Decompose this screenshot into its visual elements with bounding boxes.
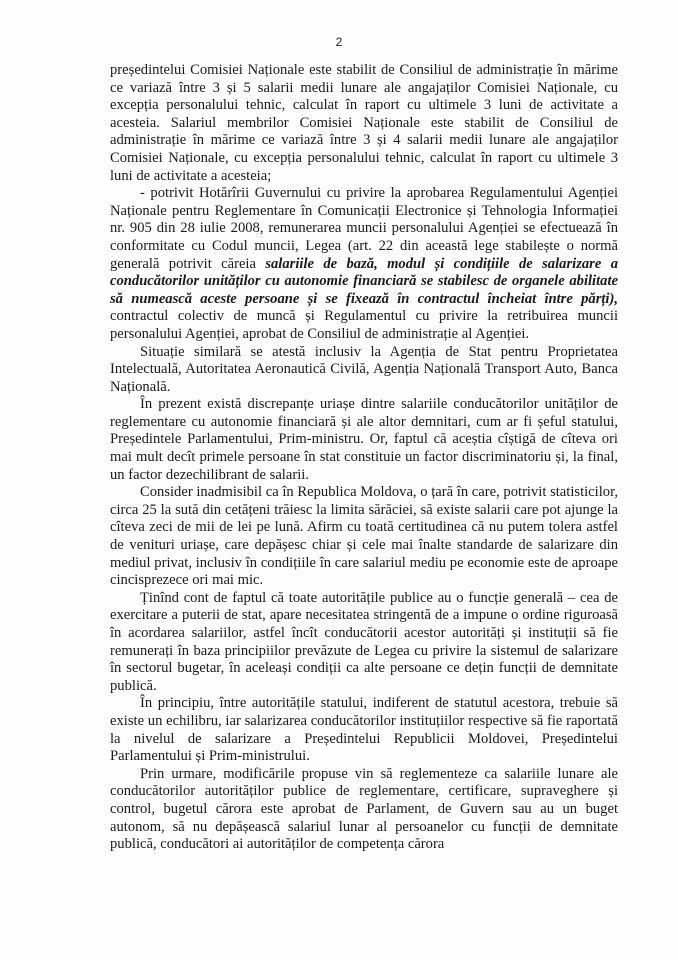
paragraph-2-emphasis: salariile de bază, modul și condițiile de salarizare a conducătorilor unităților cu autonomie financiară se stabilesc de organele abilitate să numească aceste persoane și se fixează în contractul încheiat între părți), [110, 255, 618, 307]
paragraph-2 [110, 185, 618, 343]
paragraph-8: Prin urmare, modificările propuse vin să reglementeze ca salariile lunare ale conducătorilor autorităților publice de reglementare, certificare, supraveghere și control, bugetul cărora este aprobat de Parlament, de Guvern sau au un buget autonom, să nu depășească salariul lunar al persoanelor cu funcții de demnitate publică, conducători ai autorităților de competența cărora [110, 765, 618, 853]
paragraph-4: În prezent există discrepanțe uriașe dintre salariile conducătorilor unităților de reglementare cu autonomie financiară și ale altor demnitari, cum ar fi șeful statului, Președintele Parlamentului, Prim-ministru. Or, faptul că aceștia cîștigă de cîteva ori mai mult decît primele persoane în stat constituie un factor discriminatoriu și, la final, un factor dezechilibrant de salarii. [110, 396, 618, 483]
paragraph-6: Ținînd cont de faptul că toate autoritățile publice au o funcție generală – cea de exercitare a puterii de stat, apare necesitatea stringentă de a impune o ordine riguroasă în acordarea salariilor, astfel încît conducătorii acestor autorități și instituții să fie remunerați în baza principiilor prevăzute de Legea cu privire la sistemul de salarizare în sectorul bugetar, în aceleași condiții ca alte persoane ce dețin funcții de demnitate publică. [110, 589, 618, 694]
paragraph-1: președintelui Comisiei Naționale este stabilit de Consiliul de administrație în mărime ce variază între 3 și 5 salarii medii lunare ale angajaților Comisiei Naționale, cu excepția personalului tehnic, calculat în raport cu ultimele 3 luni de activitate a acesteia. Salariul membrilor Comisiei Naționale este stabilit de Consiliul de administrație în mărime ce variază între 3 și 4 salarii medii lunare ale angajaților Comisiei Naționale, cu excepția personalului tehnic, calculat în raport cu ultimele 3 luni de activitate a acesteia; [110, 62, 618, 184]
page-number: 2 [335, 35, 343, 49]
paragraph-5: Consider inadmisibil ca în Republica Moldova, o țară în care, potrivit statisticilor, circa 25 la sută din cetățeni trăiesc la limita sărăciei, să existe salarii care pot ajunge la cîteva zeci de mii de lei pe lună. Afirm cu toată certitudinea că nu putem tolera astfel de venituri uriașe, care depășesc chiar și cele mai înalte standarde de salarizare din mediul privat, inclusiv în condițiile în care salariul mediu pe economie este de aproape cincisprezece ori mai mic. [110, 484, 618, 589]
document-body [110, 62, 618, 854]
paragraph-3: Situație similară se atestă inclusiv la Agenția de Stat pentru Proprietatea Intelectuală, Autoritatea Aeronautică Civilă, Agenția Națională Transport Auto, Banca Națională. [110, 343, 618, 395]
paragraph-2-text-a: - potrivit Hotărîrii Guvernului cu privire la aprobarea Regulamentului Agenției Naționale pentru Reglementare în Comunicații Electronice și Tehnologia Informației nr. 905 din 28 iulie 2008, remunerarea muncii personalului Agenției se efectuează în conformitate cu Codul muncii, Legea (art. 22 din această lege stabilește o normă generală potrivit căreia [110, 185, 618, 272]
paragraph-7: În principiu, între autoritățile statului, indiferent de statutul acestora, trebuie să existe un echilibru, iar salarizarea conducătorilor instituțiilor respective să fie raportată la nivelul de salarizare a Președintelui Republicii Moldovei, Președintelui Parlamentului și Prim-ministrului. [110, 695, 618, 765]
paragraph-2-text-c: contractul colectiv de muncă și Regulamentul cu privire la retribuirea muncii personalului Agenției, aprobat de Consiliul de administrație al Agenției. [110, 308, 618, 342]
